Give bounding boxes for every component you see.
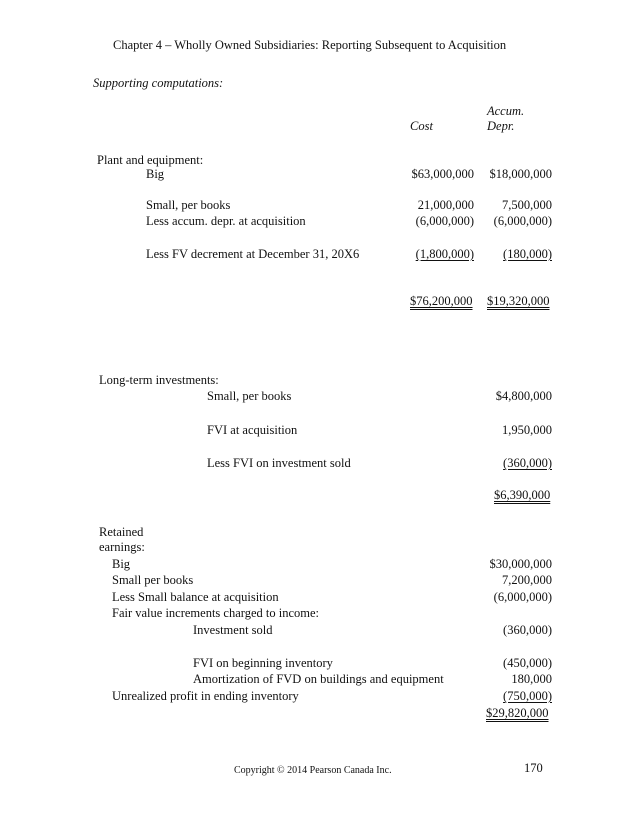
re-row-value: (6,000,000) bbox=[493, 590, 552, 604]
lti-row-label: Less FVI on investment sold bbox=[207, 456, 351, 470]
re-row-label: FVI on beginning inventory bbox=[193, 656, 333, 670]
pe-row-label: Less FV decrement at December 31, 20X6 bbox=[146, 247, 360, 261]
re-row-value: 7,200,000 bbox=[502, 573, 552, 587]
section-heading: Supporting computations: bbox=[93, 76, 224, 90]
pe-row-cost: 21,000,000 bbox=[417, 198, 474, 212]
re-total: $29,820,000 bbox=[486, 706, 549, 720]
re-row-label: Unrealized profit in ending inventory bbox=[112, 689, 299, 703]
pe-total-depr: $19,320,000 bbox=[487, 294, 550, 308]
lti-row-label: Small, per books bbox=[207, 389, 292, 403]
pe-row-depr: 7,500,000 bbox=[502, 198, 552, 212]
re-row-label: Investment sold bbox=[193, 623, 273, 637]
lti-row-value: (360,000) bbox=[503, 456, 552, 470]
column-header-cost: Cost bbox=[410, 119, 433, 133]
re-row-value: (450,000) bbox=[503, 656, 552, 670]
lti-row-label: FVI at acquisition bbox=[207, 423, 298, 437]
lti-row-value: 1,950,000 bbox=[502, 423, 552, 437]
re-row-value: (360,000) bbox=[503, 623, 552, 637]
re-row-label: Fair value increments charged to income: bbox=[112, 606, 319, 620]
re-row-value: $30,000,000 bbox=[489, 557, 552, 571]
pe-row-cost: $63,000,000 bbox=[411, 167, 474, 181]
re-section-title: earnings: bbox=[99, 540, 145, 554]
re-row-value: (750,000) bbox=[503, 689, 552, 703]
pe-row-depr: (6,000,000) bbox=[493, 214, 552, 228]
pe-row-label: Less accum. depr. at acquisition bbox=[146, 214, 306, 228]
pe-row-depr: (180,000) bbox=[503, 247, 552, 261]
re-row-label: Big bbox=[112, 557, 131, 571]
pe-row-depr: $18,000,000 bbox=[489, 167, 552, 181]
lti-row-value: $4,800,000 bbox=[495, 389, 552, 403]
re-row-label: Amortization of FVD on buildings and equipment bbox=[193, 672, 444, 686]
pe-row-cost: (1,800,000) bbox=[415, 247, 474, 261]
lti-total: $6,390,000 bbox=[494, 488, 551, 502]
pe-row-cost: (6,000,000) bbox=[415, 214, 474, 228]
pe-total-cost: $76,200,000 bbox=[410, 294, 473, 308]
pe-row-label: Small, per books bbox=[146, 198, 231, 212]
footer-copyright: Copyright © 2014 Pearson Canada Inc. bbox=[234, 765, 392, 776]
page-number: 170 bbox=[524, 761, 543, 775]
re-row-value: 180,000 bbox=[511, 672, 552, 686]
re-section-title: Retained bbox=[99, 525, 144, 539]
page-header-title: Chapter 4 – Wholly Owned Subsidiaries: Reporting Subsequent to Acquisition bbox=[113, 38, 507, 52]
re-row-label: Small per books bbox=[112, 573, 194, 587]
column-header-depr: Depr. bbox=[487, 119, 515, 133]
pe-section-title: Plant and equipment: bbox=[97, 153, 204, 167]
column-header-accum: Accum. bbox=[487, 104, 525, 118]
lti-section-title: Long-term investments: bbox=[99, 373, 219, 387]
pe-row-label: Big bbox=[146, 167, 165, 181]
re-row-label: Less Small balance at acquisition bbox=[112, 590, 279, 604]
